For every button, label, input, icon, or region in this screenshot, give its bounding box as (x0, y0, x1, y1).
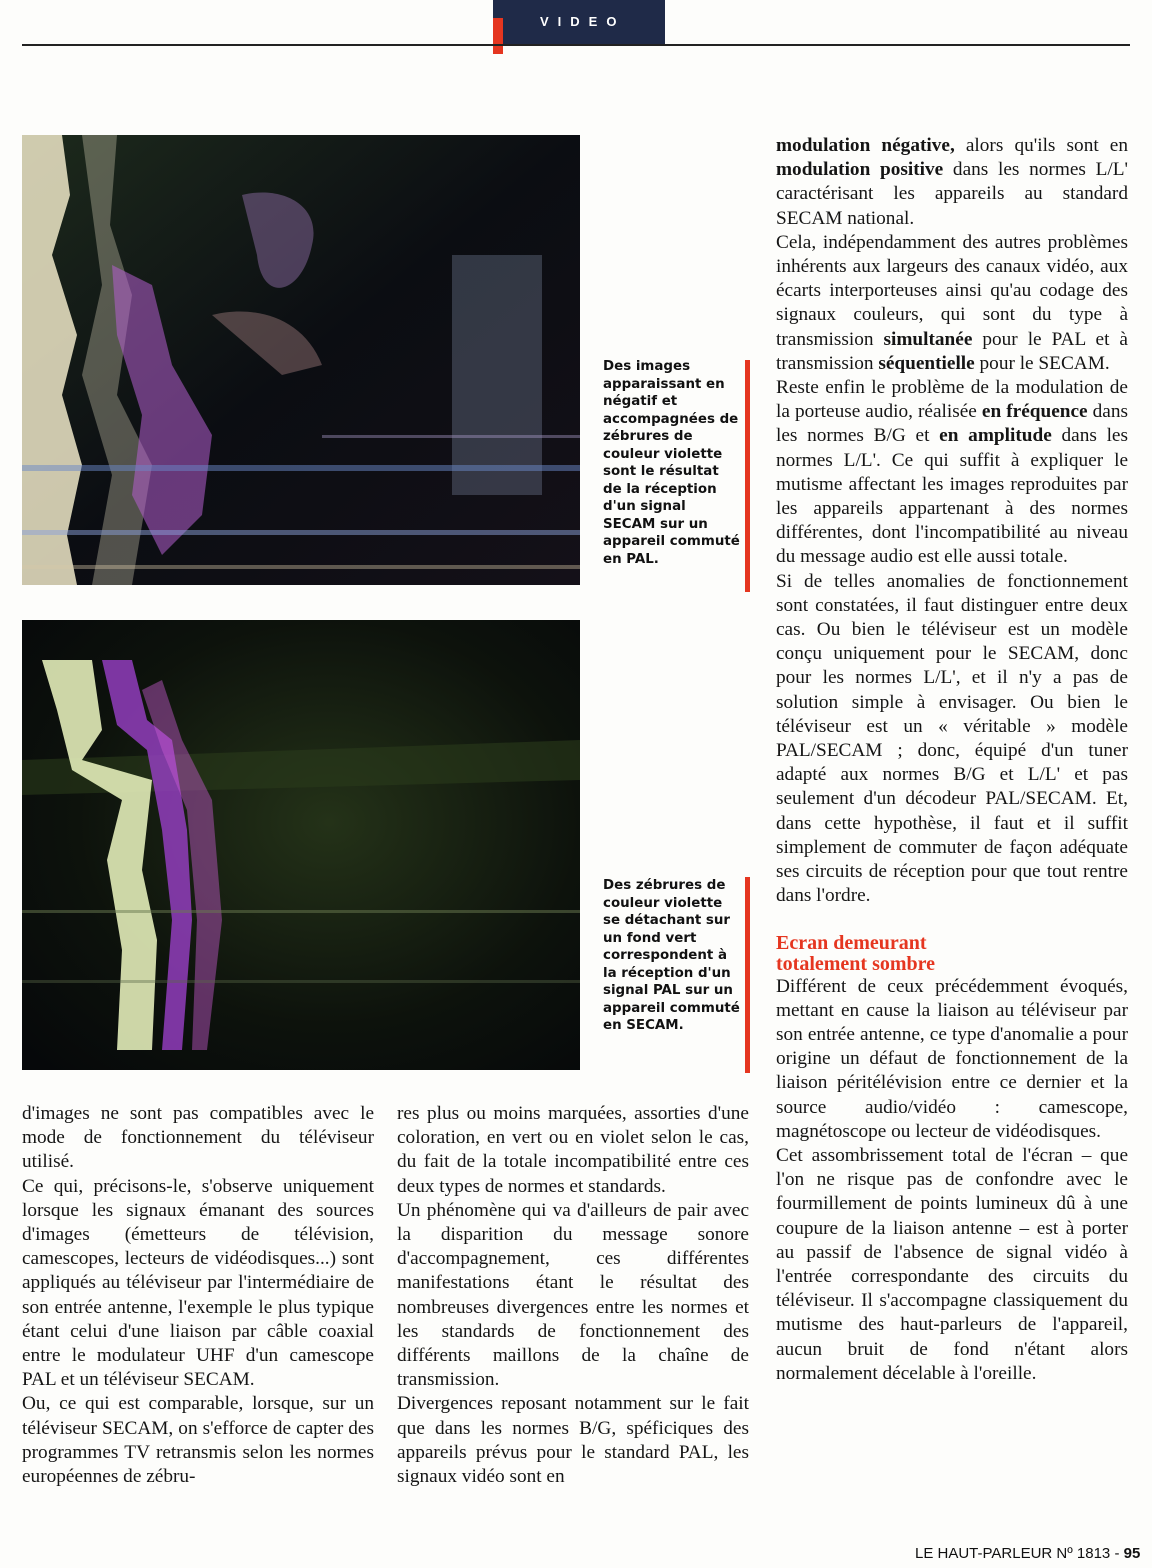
paragraph: Ou, ce qui est comparable, lorsque, sur un téléviseur SECAM, on s'efforce de capter des programmes TV retransmis selon les normes européennes de zébru- (22, 1393, 374, 1488)
paragraph: res plus ou moins marquées, assorties d'une coloration, en vert ou en violet selon le cas, du fait de la totale incompatibilité entre ces deux types de normes et standards. (397, 1103, 749, 1197)
caption-accent-bar (745, 877, 750, 1073)
paragraph: Si de telles anomalies de fonctionnement sont constatées, il faut distinguer entre deux cas. Ou bien le téléviseur est un modèle conçu uniquement pour le SECAM, donc pour les normes L/L', et il n'y a pas de solution simple à envisager. Ou bien le téléviseur est un « véritable » modèle PAL/SECAM ; donc, équipé d'un tuner adapté aux normes B/G et L/L' et pas seulement d'un décodeur PAL/SECAM. Et, dans cette hypothèse, il faut et il suffit simplement de commuter de façon adéquate ses circuits de réception pour que tout rentre dans l'ordre. (776, 570, 1128, 907)
paragraph: Cet assombrissement total de l'écran – que l'on ne risque pas de confondre avec le fourmillement de points lumineux dû à une coupure de la liaison antenne – est à porter au passif de l'absence de signal vidéo à l'entrée correspondante des circuits du téléviseur. Il s'accompagne classiquement du mutisme des haut-parleurs de l'appareil, aucun bruit de fond n'étant alors normalement décelable à l'oreille. (776, 1144, 1128, 1384)
paragraph: Un phénomène qui va d'ailleurs de pair avec la disparition du message sonore d'accompagnement, ces différentes manifestations étant le résultat des nombreuses divergences entre les normes et les standards de fonctionnement des différents maillons de la chaîne de transmission. (397, 1199, 749, 1391)
tv-screen-photo-secam-on-pal (22, 135, 580, 585)
figure-caption: Des zébrures de couleur violette se détachant sur un fond vert correspondent à la réception d'un signal PAL sur un appareil commuté en SECAM. (603, 878, 740, 1033)
section-heading: Ecran demeurant totalement sombre (776, 931, 936, 975)
page-number: 95 (1123, 1545, 1141, 1562)
magazine-name: LE HAUT-PARLEUR Nº 1813 - (915, 1545, 1120, 1562)
paragraph: Différent de ceux précédemment évoqués, mettant en cause la liaison au téléviseur par son entrée antenne, ce type d'anomalie a pour origine un défaut de fonctionnement de la liaison péritélévision entre ce dernier et la source audio/vidéo : camescope, magnétoscope ou lecteur de vidéodisques. (776, 975, 1128, 1142)
paragraph: d'images ne sont pas compatibles avec le mode de fonctionnement du téléviseur utilisé. (22, 1103, 374, 1173)
section-tab-accent (493, 18, 503, 54)
article-column-left (22, 1102, 374, 1489)
paragraph: Divergences reposant notamment sur le fait que dans les normes B/G, spéficiques des appareils prévus pour le standard PAL, les signaux vidéo sont en (397, 1393, 749, 1488)
caption-accent-bar (745, 360, 750, 592)
article-column-middle (397, 1102, 749, 1489)
article-column-right (776, 134, 1128, 1386)
figure-caption: Des images apparaissant en négatif et accompagnées de zébrures de couleur violette sont le résultat de la réception d'un signal SECAM sur un appareil commuté en PAL. (603, 359, 740, 567)
paragraph: Ce qui, précisons-le, s'observe uniquement lorsque les signaux émanant des sources d'images (émetteurs de télévision, camescopes, lecteurs de vidéodisques...) sont appliqués au téléviseur par l'intermédiaire de son entrée antenne, l'exemple le plus typique étant celui d'une liaison par câble coaxial entre le modulateur UHF d'un camescope PAL et un téléviseur SECAM. (22, 1175, 374, 1391)
paragraph: Reste enfin le problème de la modulation de la porteuse audio, réalisée en fréquence dans les normes B/G et en amplitude dans les normes L/L'. Ce qui suffit à expliquer le mutisme affectant les images reproduites par les appareils appartenant à des normes différentes, dont l'incompatibilité au niveau du message audio est elle aussi totale. (776, 377, 1129, 568)
page-footer (915, 1545, 1140, 1562)
paragraph: Cela, indépendamment des autres problèmes inhérents aux largeurs des canaux vidéo, aux écarts interporteuses ainsi qu'au codage des signaux couleurs, qui sont du type à transmission simultanée pour le PAL et à transmission séquentielle pour le SECAM. (776, 231, 1128, 374)
tv-screen-photo-pal-on-secam (22, 620, 580, 1070)
paragraph: modulation négative, alors qu'ils sont en modulation positive dans les normes L/L' caractérisant les appareils au standard SECAM national. (776, 135, 1129, 229)
section-label: VIDEO (540, 14, 626, 29)
header-rule (22, 44, 1130, 46)
